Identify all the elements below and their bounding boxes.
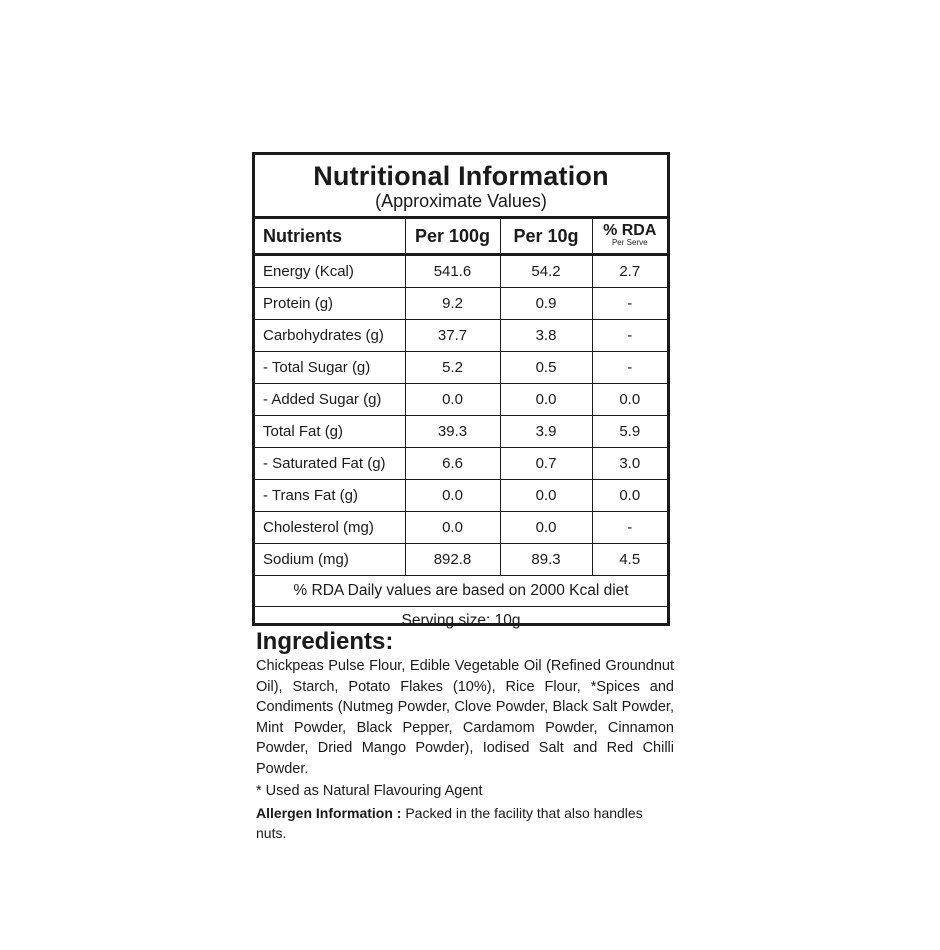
rda-value: - [592,288,667,320]
per-100g-value: 6.6 [405,448,500,480]
table-row [255,416,667,448]
nutrient-name: Protein (g) [255,288,405,320]
per-10g-value: 3.8 [500,320,592,352]
table-row [255,384,667,416]
header-rda [592,219,667,255]
nutrient-name: Total Fat (g) [255,416,405,448]
header-rda-sublabel: Per Serve [611,237,648,247]
nutrition-title: Nutritional Information [313,161,609,191]
rda-value: 0.0 [592,480,667,512]
per-100g-value: 892.8 [405,544,500,576]
serving-size: Serving size: 10g [255,607,667,636]
per-10g-value: 0.0 [500,512,592,544]
rda-value: 5.9 [592,416,667,448]
ingredients-section [256,628,674,843]
per-10g-value: 0.9 [500,288,592,320]
per-100g-value: 5.2 [405,352,500,384]
table-row [255,352,667,384]
rda-value: 2.7 [592,255,667,288]
rda-note: % RDA Daily values are based on 2000 Kcal diet [255,576,667,607]
per-10g-value: 89.3 [500,544,592,576]
allergen-info [256,803,656,843]
table-row [255,480,667,512]
flavouring-note: * Used as Natural Flavouring Agent [256,783,483,799]
ingredients-text: Chickpeas Pulse Flour, Edible Vegetable Oil (Refined Groundnut Oil), Starch, Potato Flakes (10%), Rice Flour, *Spices and Condiments (Nutmeg Powder, Clove Powder, Black Salt Powder, Mint Powder, Black Pepper, Cardamom Powder, Cinnamon Powder, Dried Mango Powder), Iodised Salt and Red Chilli Powder. [256,658,674,777]
rda-value: - [592,512,667,544]
header-per-100g: Per 100g [405,219,500,255]
per-100g-value: 0.0 [405,480,500,512]
per-10g-value: 0.7 [500,448,592,480]
per-100g-value: 39.3 [405,416,500,448]
nutrition-title-block [255,155,667,219]
header-per-10g: Per 10g [500,219,592,255]
nutrient-name: - Total Sugar (g) [255,352,405,384]
nutrition-label [252,152,670,629]
per-10g-value: 0.0 [500,480,592,512]
table-row [255,288,667,320]
rda-value: - [592,352,667,384]
nutrient-name: - Added Sugar (g) [255,384,405,416]
per-10g-value: 54.2 [500,255,592,288]
header-nutrients: Nutrients [255,219,405,255]
table-row [255,255,667,288]
per-100g-value: 9.2 [405,288,500,320]
nutrient-name: - Trans Fat (g) [255,480,405,512]
allergen-label: Allergen Information : [256,805,402,821]
rda-value: 3.0 [592,448,667,480]
allergen-text: Packed in the facility that also handles nuts. [256,805,643,841]
table-row [255,544,667,576]
nutrient-name: Cholesterol (mg) [255,512,405,544]
nutrient-name: Carbohydrates (g) [255,320,405,352]
nutrition-table [255,219,667,635]
per-100g-value: 37.7 [405,320,500,352]
rda-note-row [255,576,667,607]
ingredients-heading: Ingredients: [256,628,394,655]
rda-value: - [592,320,667,352]
nutrient-name: - Saturated Fat (g) [255,448,405,480]
per-100g-value: 0.0 [405,512,500,544]
rda-value: 4.5 [592,544,667,576]
rda-value: 0.0 [592,384,667,416]
table-row [255,448,667,480]
table-row [255,512,667,544]
per-10g-value: 0.5 [500,352,592,384]
table-row [255,320,667,352]
table-header-row [255,219,667,255]
nutrient-name: Sodium (mg) [255,544,405,576]
per-100g-value: 541.6 [405,255,500,288]
per-10g-value: 0.0 [500,384,592,416]
per-10g-value: 3.9 [500,416,592,448]
header-rda-label: % RDA [603,221,657,239]
nutrition-subtitle: (Approximate Values) [375,191,547,211]
nutrient-name: Energy (Kcal) [255,255,405,288]
per-100g-value: 0.0 [405,384,500,416]
